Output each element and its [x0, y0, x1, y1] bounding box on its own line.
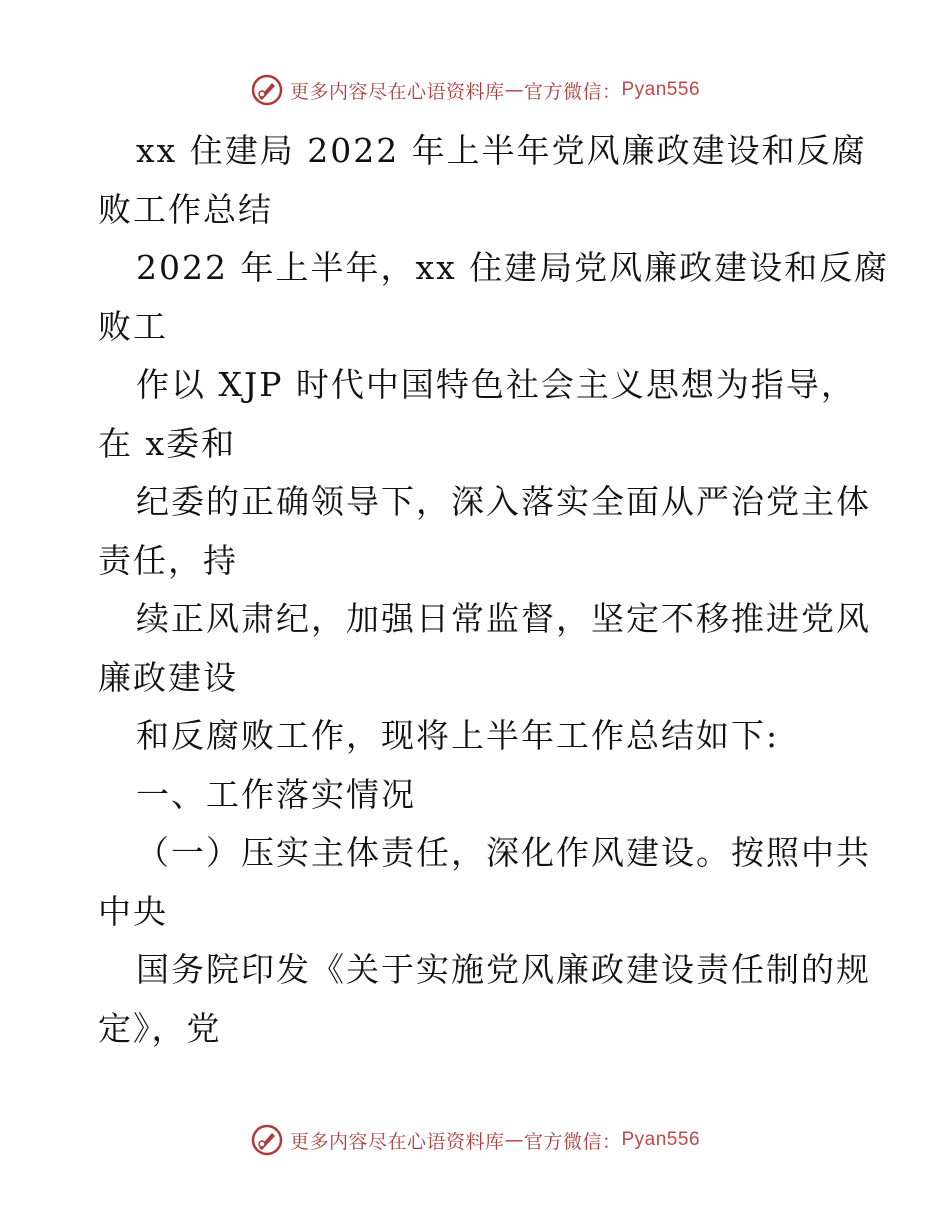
text-line: 败工作总结	[98, 189, 273, 229]
watermark-separator: —	[504, 79, 524, 101]
quill-logo-icon	[250, 73, 284, 107]
watermark-separator: —	[504, 1129, 524, 1151]
watermark-text: 更多内容尽在心语资料库	[289, 80, 505, 103]
text-line: 廉政建设	[98, 657, 238, 697]
text-line: （一）压实主体责任，深化作风建设。按照中共	[136, 833, 871, 872]
text-line: 一、工作落实情况	[136, 774, 416, 814]
watermark-wechat-label: 官方微信：	[523, 1130, 622, 1153]
watermark-text: 更多内容尽在心语资料库	[289, 1130, 505, 1153]
text-line: 纪委的正确领导下，深入落实全面从严治党主体	[136, 482, 871, 521]
watermark-wechat-id: Pyan556	[621, 79, 701, 100]
document-body	[98, 122, 890, 1058]
text-line: 败工	[98, 306, 168, 346]
text-line: 续正风肃纪，加强日常监督，坚定不移推进党风	[136, 599, 871, 638]
text-line: 2022 年上半年，xx 住建局党风廉政建设和反腐	[136, 248, 890, 287]
footer-watermark	[0, 1120, 950, 1160]
text-line: 中央	[98, 891, 168, 931]
text-line: 定》，党	[98, 1008, 222, 1048]
quill-logo-icon	[250, 1123, 284, 1157]
text-line: 在 x委和	[98, 423, 237, 463]
text-line: xx 住建局 2022 年上半年党风廉政建设和反腐	[136, 131, 867, 170]
watermark-wechat-label: 官方微信：	[523, 80, 622, 103]
text-line: 责任，持	[98, 540, 238, 580]
text-line: 和反腐败工作，现将上半年工作总结如下:	[136, 716, 780, 755]
watermark-wechat-id: Pyan556	[621, 1129, 701, 1150]
text-line: 作以 XJP 时代中国特色社会主义思想为指导，	[136, 365, 856, 404]
text-line: 国务院印发《关于实施党风廉政建设责任制的规	[136, 950, 871, 989]
header-watermark	[0, 70, 950, 110]
